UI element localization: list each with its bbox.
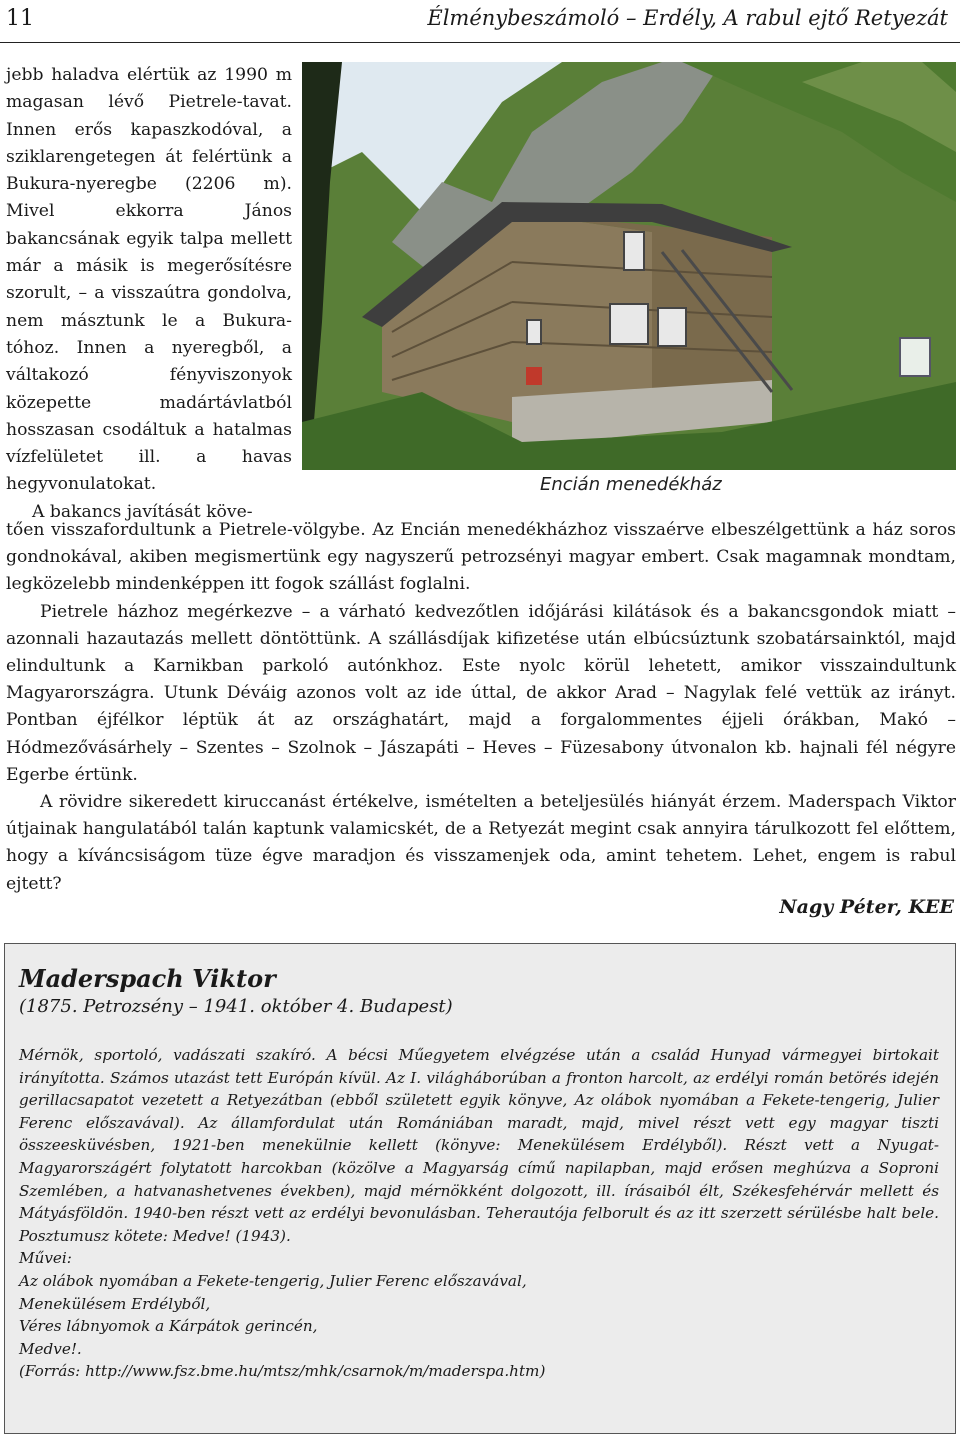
photo-caption: Encián menedékház xyxy=(540,474,722,495)
author-signature: Nagy Péter, KEE xyxy=(779,896,954,918)
bio-work-item: Medve!. xyxy=(19,1339,82,1358)
paragraph-4: A rövidre sikeredett kiruccanást értékelve, ismételten a beteljesülés hiányát érzem. Maderspach Viktor útjainak hangulatából talán kaptunk valamicskét, de a Retyezát megint csak annyira tárulkozott fel előttem, hogy a kíváncsiságom tüze égve maradjon és visszamenjek oda, amint tehetem. Lehet, engem is rabul ejtett? xyxy=(6,792,956,894)
paragraph-2-start: A bakancs javítását köve- xyxy=(32,501,253,522)
bio-work-item: Az olábok nyomában a Fekete-tengerig, Julier Ferenc előszavával, xyxy=(19,1271,527,1290)
bio-paragraph: Mérnök, sportoló, vadászati szakíró. A bécsi Műegyetem elvégzése után a család Hunyad vármegyei birtokait irányította. Számos utazást tett Európán kívül. Az I. világháborúban a fronton harcolt, az erdélyi román betörés idején gerillacsapatot vezetett a Retyezátban (ebből született egyik könyve, Az olábok nyomában a Fekete-tengerig, Julier Ferenc előszavával). Az államfordulat után Romániában maradt, majd, mivel részt vett egy magyar tiszti összeesküvésben, 1921-ben menekülnie kellett (könyve: Menekülésem Erdélyből). Részt vett a Nyugat-Magyarországért folytatott harcokban (közölve a Magyarság című napilapban, majd erősen meghúzva a Soproni Szemlében, a hatvanashetvenes években), majd mérnökként dolgozott, ill. írásaiból élt, Székesfehérvár mellett és Mátyásföldön. 1940-ben részt vett az erdélyi bevonulásban. Teherautója felborult és az itt szerzett sérülésbe halt bele. Posztumusz kötete: Medve! (1943). xyxy=(19,1046,939,1245)
narrow-text-column xyxy=(6,62,292,526)
bio-source: (Forrás: http://www.fsz.bme.hu/mtsz/mhk/csarnok/m/maderspa.htm) xyxy=(19,1362,546,1381)
biography-box xyxy=(4,943,956,1434)
bio-work-item: Véres lábnyomok a Kárpátok gerincén, xyxy=(19,1317,318,1336)
bio-works-label: Művei: xyxy=(19,1249,72,1268)
bio-works-list xyxy=(19,1270,939,1360)
paragraph-1: jebb haladva elértük az 1990 m magasan lévő Pietrele-tavat. Innen erős kapaszkodóval, a sziklarengetegen át felértünk a Bukura-nyeregbe (2206 m). Mivel ekkorra János bakancsának egyik talpa mellett már a másik is megerősítésre szorult, – a visszaútra gondolva, nem másztunk le a Bukura-tóhoz. Innen a nyeregből, a váltakozó fényviszonyok közepette madártávlatból hosszasan csodáltuk a hatalmas vízfelületet ill. a havas hegyvonulatokat. xyxy=(6,65,292,495)
bio-work-item: Menekülésem Erdélyből, xyxy=(19,1294,211,1313)
bio-name: Maderspach Viktor xyxy=(19,964,276,993)
paragraph-3: Pietrele házhoz megérkezve – a várható kedvezőtlen időjárási kilátások és a bakancsgondok miatt – azonnali hazautazás mellett döntöttünk. A szállásdíjak kifizetése után elbúcsúztunk szobatársainktól, majd elindultunk a Karnikban parkoló autónkhoz. Este nyolc körül lehetett, amikor visszaindultunk Magyarországra. Utunk Déváig azonos volt az ide úttal, de akkor Arad – Nagylak felé vettük az irányt. Pontban éjfélkor léptük át az országhatárt, majd a forgalommentes éjjeli órákban, Makó – Hódmezővásárhely – Szentes – Szolnok – Jászapáti – Heves – Füzesabony útvonalon kb. hajnali fél négyre Egerbe értünk. xyxy=(6,601,956,785)
bio-dates: (1875. Petrozsény – 1941. október 4. Budapest) xyxy=(19,996,453,1017)
bio-body xyxy=(19,1044,939,1383)
paragraph-2-continued: tően visszafordultunk a Pietrele-völgybe. Az Encián menedékházhoz visszaérve elbeszélgettünk a ház soros gondnokával, akiben megismertünk egy nagyszerű petrozsényi magyar embert. Csak magamnak mondtam, legközelebb mindenképpen itt fogok szállást foglalni. xyxy=(6,520,956,595)
page-header xyxy=(0,0,960,43)
encian-hut-photo xyxy=(302,62,956,470)
running-head: Élménybeszámoló – Erdély, A rabul ejtő Retyezát xyxy=(427,6,948,30)
encian-hut-illustration xyxy=(302,62,956,470)
page-number: 11 xyxy=(6,6,34,31)
main-text-body xyxy=(6,517,956,898)
